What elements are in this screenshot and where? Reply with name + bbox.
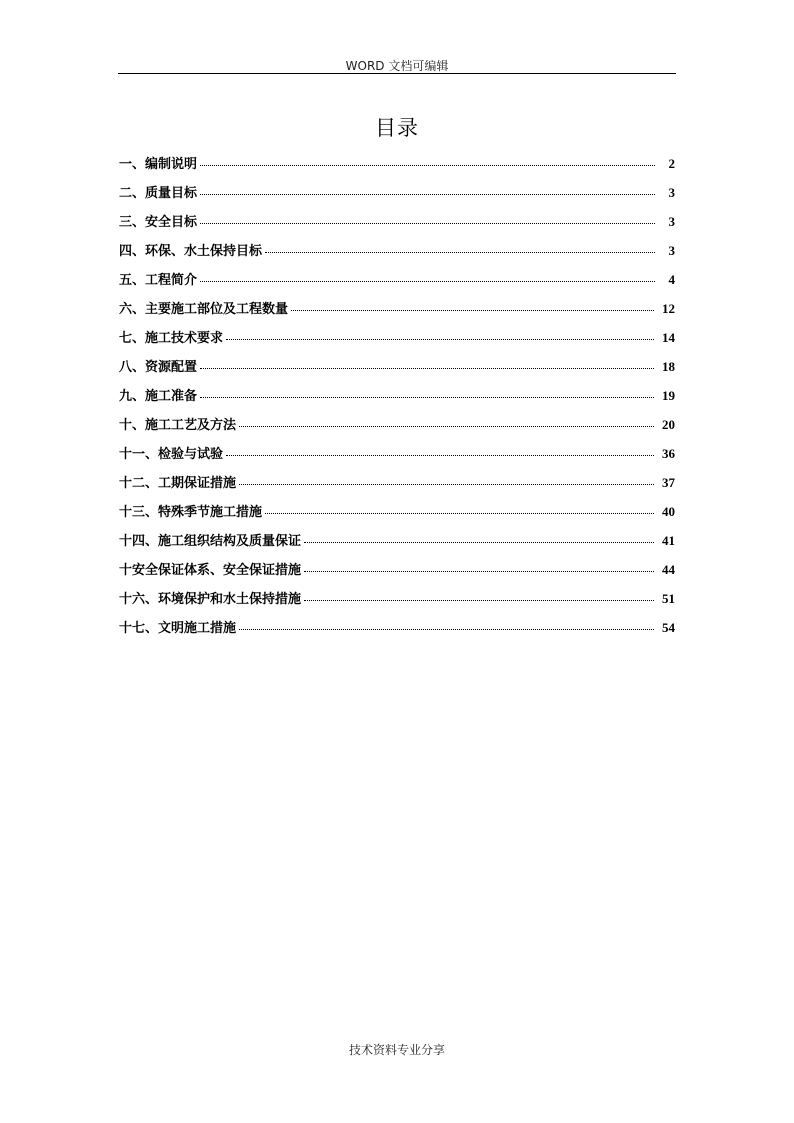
toc-entry[interactable] <box>119 530 675 559</box>
toc-entry[interactable] <box>119 182 675 211</box>
toc-entry-page: 54 <box>662 620 675 635</box>
toc-entry-page: 37 <box>662 475 675 490</box>
toc-entry-page: 51 <box>662 591 675 606</box>
toc-entry-page: 3 <box>668 243 675 258</box>
toc-entry[interactable] <box>119 240 675 269</box>
toc-entry-label: 十三、特殊季节施工措施 <box>119 505 263 520</box>
toc-dot-leader <box>239 425 654 427</box>
toc-dot-leader <box>200 396 654 398</box>
toc-dot-leader <box>226 338 654 340</box>
toc-entry[interactable] <box>119 588 675 617</box>
toc-dot-leader <box>200 164 655 166</box>
toc-dot-leader <box>304 541 654 543</box>
page-header: WORD 文档可编辑 <box>345 59 449 73</box>
header-divider <box>118 73 676 74</box>
toc-entry-label: 十一、检验与试验 <box>119 447 224 462</box>
toc-entry-page: 20 <box>662 417 675 432</box>
toc-entry[interactable] <box>119 211 675 240</box>
toc-dot-leader <box>200 280 655 282</box>
toc-entry-page: 44 <box>662 562 675 577</box>
toc-entry[interactable] <box>119 153 675 182</box>
toc-entry-label: 七、施工技术要求 <box>119 331 224 346</box>
toc-entry-label: 十六、环境保护和水土保持措施 <box>119 592 302 607</box>
toc-dot-leader <box>200 193 655 195</box>
toc-entry-label: 十七、文明施工措施 <box>119 621 237 636</box>
toc-entry-page: 12 <box>662 301 675 316</box>
toc-dot-leader <box>226 454 654 456</box>
toc-entry-label: 十二、工期保证措施 <box>119 476 237 491</box>
toc-dot-leader <box>239 628 654 630</box>
toc-dot-leader <box>239 483 654 485</box>
toc-entry-label: 八、资源配置 <box>119 360 198 375</box>
toc-dot-leader <box>304 599 654 601</box>
toc-dot-leader <box>200 222 655 224</box>
toc-entry-label: 二、质量目标 <box>119 186 198 201</box>
toc-dot-leader <box>200 367 654 369</box>
toc-entry-page: 36 <box>662 446 675 461</box>
toc-entry[interactable] <box>119 414 675 443</box>
toc-entry-page: 2 <box>668 156 675 171</box>
page-footer: 技术资料专业分享 <box>348 1043 445 1057</box>
toc-entry-label: 十四、施工组织结构及质量保证 <box>119 534 302 549</box>
toc-entry-page: 14 <box>662 330 675 345</box>
toc-entry-page: 40 <box>662 504 675 519</box>
toc-entry-page: 3 <box>668 185 675 200</box>
toc-list <box>119 153 675 646</box>
toc-entry[interactable] <box>119 269 675 298</box>
toc-entry-label: 四、环保、水土保持目标 <box>119 244 263 259</box>
toc-entry[interactable] <box>119 327 675 356</box>
toc-entry[interactable] <box>119 617 675 646</box>
toc-entry-label: 一、编制说明 <box>119 157 198 172</box>
toc-entry[interactable] <box>119 501 675 530</box>
toc-dot-leader <box>304 570 654 572</box>
toc-entry[interactable] <box>119 385 675 414</box>
toc-entry-page: 41 <box>662 533 675 548</box>
toc-entry-label: 五、工程简介 <box>119 273 198 288</box>
toc-entry[interactable] <box>119 472 675 501</box>
toc-entry-label: 十、施工工艺及方法 <box>119 418 237 433</box>
toc-entry-label: 六、主要施工部位及工程数量 <box>119 302 289 317</box>
toc-entry[interactable] <box>119 559 675 588</box>
toc-entry-page: 18 <box>662 359 675 374</box>
toc-entry[interactable] <box>119 356 675 385</box>
toc-entry-page: 4 <box>668 272 675 287</box>
toc-entry[interactable] <box>119 443 675 472</box>
toc-entry-label: 九、施工准备 <box>119 389 198 404</box>
toc-dot-leader <box>265 512 654 514</box>
toc-dot-leader <box>291 309 654 311</box>
toc-title: 目录 <box>375 116 419 140</box>
toc-entry-label: 十安全保证体系、安全保证措施 <box>119 563 302 578</box>
toc-entry-page: 19 <box>662 388 675 403</box>
toc-entry-label: 三、安全目标 <box>119 215 198 230</box>
toc-entry-page: 3 <box>668 214 675 229</box>
toc-dot-leader <box>265 251 655 253</box>
toc-entry[interactable] <box>119 298 675 327</box>
